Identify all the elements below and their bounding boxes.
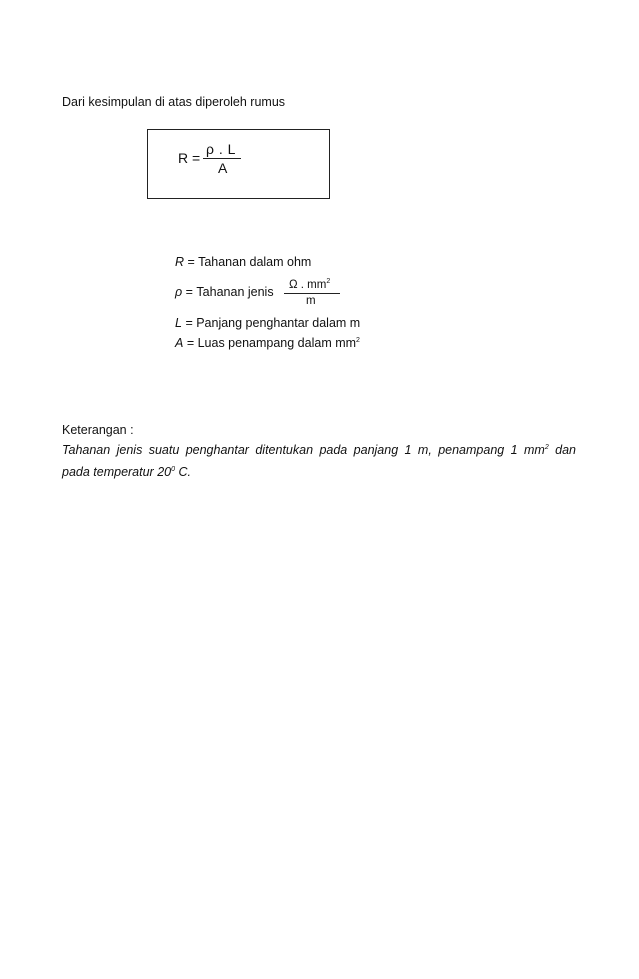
variable-rho-desc: = Tahanan jenis bbox=[185, 285, 274, 299]
variable-a-desc: = Luas penampang dalam mm bbox=[186, 336, 357, 350]
variable-a-symbol: A bbox=[175, 336, 184, 350]
formula-numerator: ρ . L bbox=[206, 141, 236, 157]
formula-box bbox=[147, 129, 330, 199]
variable-r-symbol: R bbox=[175, 255, 185, 269]
rho-unit-denominator: m bbox=[306, 295, 316, 307]
formula-lhs: R = bbox=[178, 150, 201, 166]
rho-unit-sup: 2 bbox=[326, 278, 331, 286]
rho-unit-fraction-bar bbox=[284, 293, 340, 294]
formula-fraction-bar bbox=[203, 158, 241, 159]
rho-unit-numerator: Ω . $mm^2$ bbox=[289, 278, 331, 291]
variable-l-symbol: L bbox=[175, 316, 182, 330]
variable-r bbox=[175, 255, 311, 269]
variable-rho-symbol: ρ bbox=[175, 285, 183, 299]
variable-r-desc: = Tahanan dalam ohm bbox=[187, 255, 312, 269]
formula-denominator: A bbox=[218, 160, 228, 176]
variable-rho bbox=[175, 285, 274, 299]
note-line-2-sup: 0 bbox=[171, 465, 176, 473]
note-label: Keterangan : bbox=[62, 423, 134, 437]
variable-l bbox=[175, 316, 360, 330]
note-line-1: Tahanan jenis suatu penghantar ditentukan pada panjang 1 m, penampang 1 $mm^2$ dan bbox=[62, 443, 576, 457]
note-line-2: pada temperatur $20^0$ C. bbox=[62, 465, 191, 479]
variable-l-desc: = Panjang penghantar dalam m bbox=[185, 316, 361, 330]
variable-a-sup: 2 bbox=[356, 336, 360, 344]
variable-a bbox=[175, 336, 360, 350]
intro-text: Dari kesimpulan di atas diperoleh rumus bbox=[62, 95, 286, 109]
note-line-1-sup: 2 bbox=[544, 443, 549, 451]
